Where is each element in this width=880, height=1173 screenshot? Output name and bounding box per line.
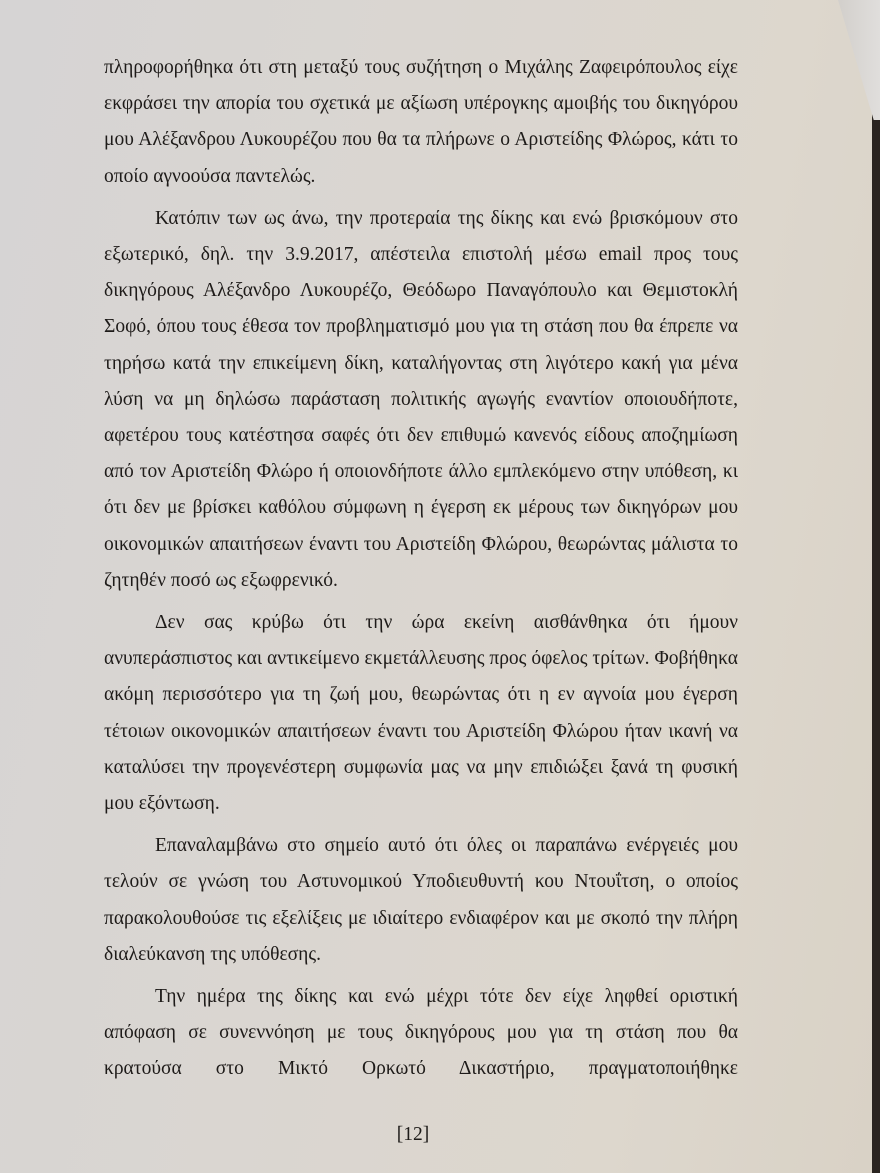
page-corner-fold <box>838 0 880 120</box>
page-number: [12] <box>396 1124 430 1145</box>
paragraph-5: Την ημέρα της δίκης και ενώ μέχρι τότε δεν είχε ληφθεί οριστική απόφαση σε συνεννόηση με τους δικηγόρους μου για τη στάση που θα κρατούσα στο Μικτό Ορκωτό Δικαστήριο, πραγματοποιήθηκε <box>104 986 738 1080</box>
paragraph-1: πληροφορήθηκα ότι στη μεταξύ τους συζήτηση ο Μιχάλης Ζαφειρόπουλος είχε εκφράσει την απορία του σχετικά με αξίωση υπέρογκης αμοιβής του δικηγόρου μου Αλέξανδρου Λυκουρέζου που θα τα πλήρωνε ο Αριστείδης Φλώρος, κάτι το οποίο αγνοούσα παντελώς. <box>104 57 738 187</box>
paragraph-3: Δεν σας κρύβω ότι την ώρα εκείνη αισθάνθηκα ότι ήμουν ανυπεράσπιστος και αντικείμενο εκμετάλλευσης προς όφελος τρίτων. Φοβήθηκα ακόμη περισσότερο για τη ζωή μου, θεωρώντας ότι η εν αγνοία μου έγερση τέτοιων οικονομικών απαιτήσεων έναντι του Αριστείδη Φλώρου ήταν ικανή να καταλύσει την προγενέστερη συμφωνία μας να μην επιδιώξει ξανά τη φυσική μου εξόντωση. <box>104 612 738 815</box>
document-body <box>104 50 738 1094</box>
paragraph-2: Κατόπιν των ως άνω, την προτεραία της δίκης και ενώ βρισκόμουν στο εξωτερικό, δηλ. την 3.9.2017, απέστειλα επιστολή μέσω email προς τους δικηγόρους Αλέξανδρο Λυκουρέζο, Θεόδωρο Παναγόπουλο και Θεμιστοκλή Σοφό, όπου τους έθεσα τον προβληματισμό μου για τη στάση που θα έπρεπε να τηρήσω κατά την επικείμενη δίκη, καταλήγοντας στη λιγότερο κακή για μένα λύση να μη δηλώσω παράσταση πολιτικής αγωγής εναντίον οποιουδήποτε, αφετέρου τους κατέστησα σαφές ότι δεν επιθυμώ κανενός είδους αποζημίωση από τον Αριστείδη Φλώρο ή οποιονδήποτε άλλο εμπλεκόμενο στην υπόθεση, κι ότι δεν με βρίσκει καθόλου σύμφωνη η έγερση εκ μέρους των δικηγόρων μου οικονομικών απαιτήσεων έναντι του Αριστείδη Φλώρου, θεωρώντας μάλιστα το ζητηθέν ποσό ως εξωφρενικό. <box>104 207 738 591</box>
paragraph-4: Επαναλαμβάνω στο σημείο αυτό ότι όλες οι παραπάνω ενέργειές μου τελούν σε γνώση του Αστυνομικού Υποδιευθυντή κου Ντουΐτση, ο οποίος παρακολουθούσε τις εξελίξεις με ιδιαίτερο ενδιαφέρον και με σκοπό την πλήρη διαλεύκανση της υπόθεσης. <box>104 835 738 965</box>
